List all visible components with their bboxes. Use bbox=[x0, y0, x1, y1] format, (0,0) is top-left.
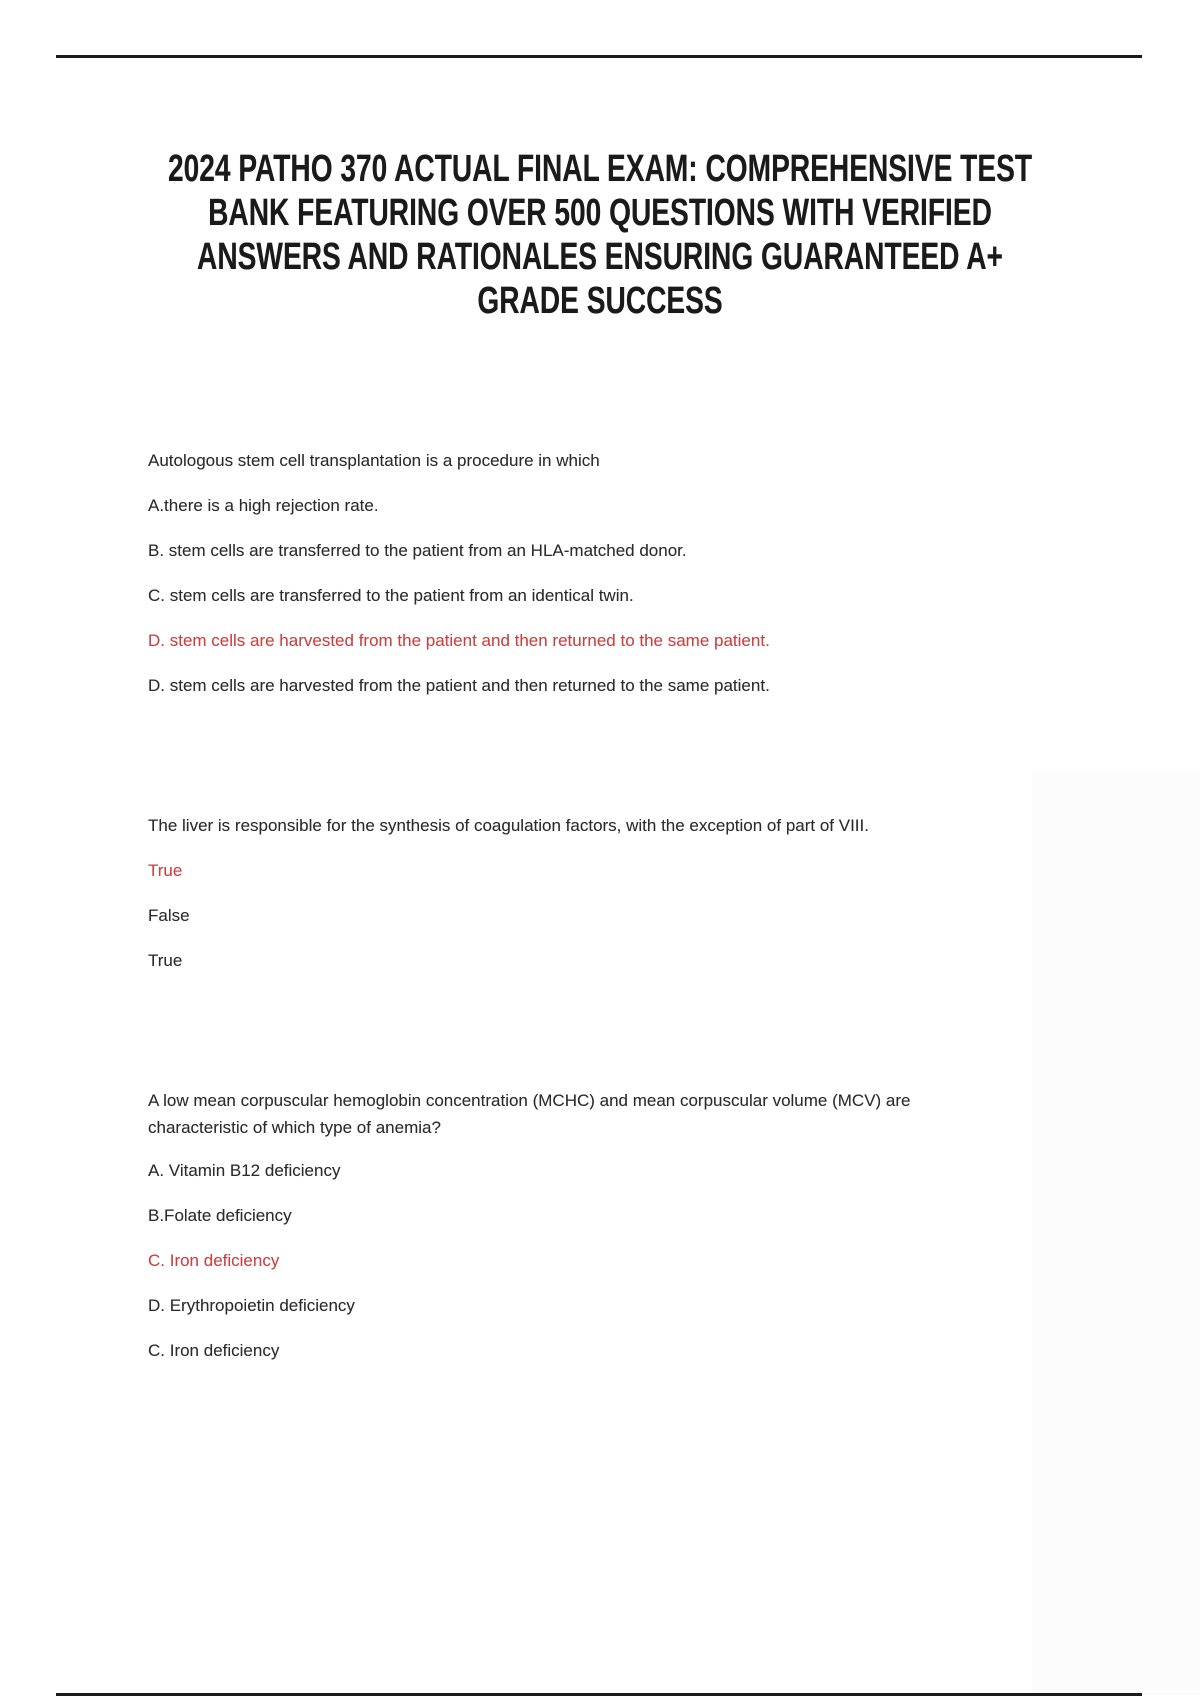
question-3-option-b: B.Folate deficiency bbox=[148, 1206, 292, 1225]
title-line-1: 2024 PATHO 370 ACTUAL FINAL EXAM: COMPREHENSIVE TEST bbox=[167, 148, 1033, 190]
title-line-2: BANK FEATURING OVER 500 QUESTIONS WITH VERIFIED bbox=[208, 192, 992, 234]
question-2-correct-option: True bbox=[148, 861, 183, 880]
question-3-correct-option: C. Iron deficiency bbox=[148, 1251, 280, 1270]
question-3-answer: C. Iron deficiency bbox=[148, 1341, 280, 1360]
title-line-3: ANSWERS AND RATIONALES ENSURING GUARANTEED A+ bbox=[197, 236, 1003, 278]
question-1-option-b: B. stem cells are transferred to the patient from an HLA-matched donor. bbox=[148, 541, 687, 560]
bottom-horizontal-rule bbox=[56, 1693, 1142, 1696]
question-1-answer: D. stem cells are harvested from the patient and then returned to the same patient. bbox=[148, 676, 770, 695]
question-1-prompt: Autologous stem cell transplantation is a procedure in which bbox=[148, 451, 600, 470]
question-2-answer: True bbox=[148, 951, 183, 970]
document-title bbox=[156, 147, 1044, 323]
title-line-4: GRADE SUCCESS bbox=[477, 280, 723, 322]
question-1-option-c: C. stem cells are transferred to the patient from an identical twin. bbox=[148, 586, 634, 605]
question-3-prompt: A low mean corpuscular hemoglobin concentration (MCHC) and mean corpuscular volume (MCV) are characteristic of which type of anemia? bbox=[148, 1091, 911, 1137]
question-2-option-false: False bbox=[148, 906, 190, 925]
question-3-option-d: D. Erythropoietin deficiency bbox=[148, 1296, 355, 1315]
question-3-option-a: A. Vitamin B12 deficiency bbox=[148, 1161, 341, 1180]
scan-shading-artifact bbox=[1032, 770, 1200, 1695]
question-1-correct-option: D. stem cells are harvested from the patient and then returned to the same patient. bbox=[148, 631, 770, 650]
top-horizontal-rule bbox=[56, 55, 1142, 58]
question-2-prompt: The liver is responsible for the synthesis of coagulation factors, with the exception of part of VIII. bbox=[148, 816, 869, 835]
question-1-option-a: A.there is a high rejection rate. bbox=[148, 496, 379, 515]
